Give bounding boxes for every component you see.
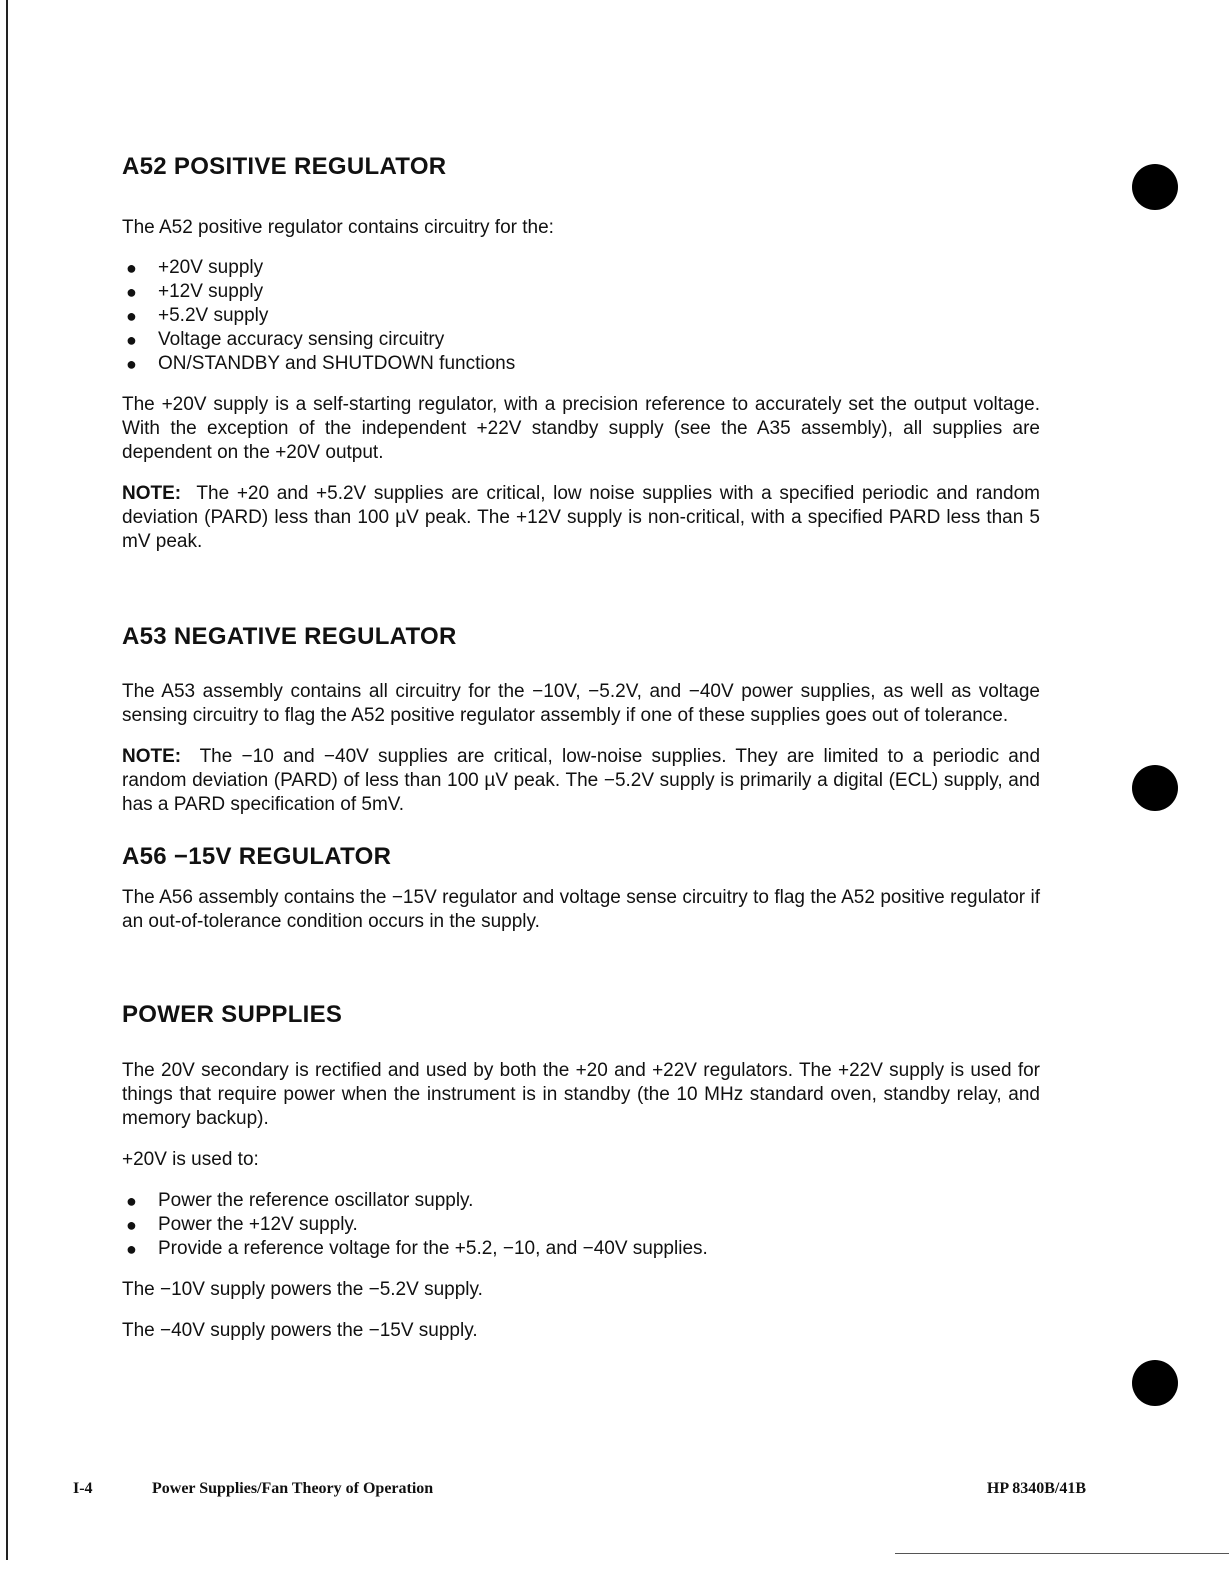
list-item: ● Voltage accuracy sensing circuitry [126,329,445,350]
chapter-title: Power Supplies/Fan Theory of Operation [152,1480,434,1497]
note-text: The +20 and +5.2V supplies are critical, low noise supplies with a specified periodic and random deviation (PARD) less than 100 µV peak. The +12V supply is non-critical, with a specified PARD less than 5 mV peak. [122,483,1040,552]
punch-hole-top [1132,164,1178,210]
a52-heading: A52 POSITIVE REGULATOR [122,153,447,180]
power-paragraph: The 20V secondary is rectified and used by both the +20 and +22V regulators. The +22V supply is used for things that require power when the instrument is in standby (the 10 MHz standard oven, standby relay, and memory backup). [122,1060,1040,1129]
bullet-icon: ● [126,354,137,374]
note-text: The −10 and −40V supplies are critical, low-noise supplies. They are limited to a periodic and random deviation (PARD) of less than 100 µV peak. The −5.2V supply is primarily a digital (ECL) supply, and has a PARD specification of 5mV. [122,746,1041,815]
power-bullet-list [122,1189,1040,1261]
list-item: ● ON/STANDBY and SHUTDOWN functions [126,353,516,374]
power-supplies-heading: POWER SUPPLIES [122,1001,343,1028]
list-item: ● +12V supply [126,281,264,302]
a56-heading: A56 −15V REGULATOR [122,843,392,870]
note-label: NOTE: [122,483,182,504]
list-item: ● Provide a reference voltage for the +5.2, −10, and −40V supplies. [126,1238,708,1259]
bottom-edge-line [895,1553,1229,1554]
a53-heading: A53 NEGATIVE REGULATOR [122,623,457,650]
bullet-icon: ● [126,1191,137,1211]
a53-paragraph: The A53 assembly contains all circuitry for the −10V, −5.2V, and −40V power supplies, as well as voltage sensing circuitry to flag the A52 positive regulator assembly if one of these supplies goes out of tolerance. [122,681,1040,726]
page-number: I-4 [73,1480,93,1497]
power-uses-intro: +20V is used to: [122,1149,259,1170]
punch-hole-middle [1132,765,1178,811]
list-item: ● Power the reference oscillator supply. [126,1190,474,1211]
power-paragraph-40v: The −40V supply powers the −15V supply. [122,1320,478,1341]
a52-intro: The A52 positive regulator contains circuitry for the: [122,217,554,238]
note-label: NOTE: [122,746,182,767]
list-item: ● +20V supply [126,257,264,278]
a52-note [122,482,1040,554]
punch-hole-bottom [1132,1360,1178,1406]
bullet-icon: ● [126,282,137,302]
a52-paragraph: The +20V supply is a self-starting regulator, with a precision reference to accurately set the output voltage. With the exception of the independent +22V standby supply (see the A35 assembly), all supplies are dependent on the +20V output. [122,394,1040,463]
list-item: ● Power the +12V supply. [126,1214,358,1235]
binding-edge-line [6,0,8,1560]
list-item: ● +5.2V supply [126,305,269,326]
model-number: HP 8340B/41B [986,1480,1086,1497]
bullet-icon: ● [126,1239,137,1259]
bullet-icon: ● [126,306,137,326]
page-body [122,150,1040,1343]
bullet-icon: ● [126,1215,137,1235]
bullet-icon: ● [126,330,137,350]
bullet-icon: ● [126,258,137,278]
a52-bullet-list [122,256,1040,376]
power-paragraph-10v: The −10V supply powers the −5.2V supply. [122,1279,483,1300]
a53-note [122,745,1040,817]
a56-paragraph: The A56 assembly contains the −15V regulator and voltage sense circuitry to flag the A52 positive regulator if an out-of-tolerance condition occurs in the supply. [122,887,1040,932]
